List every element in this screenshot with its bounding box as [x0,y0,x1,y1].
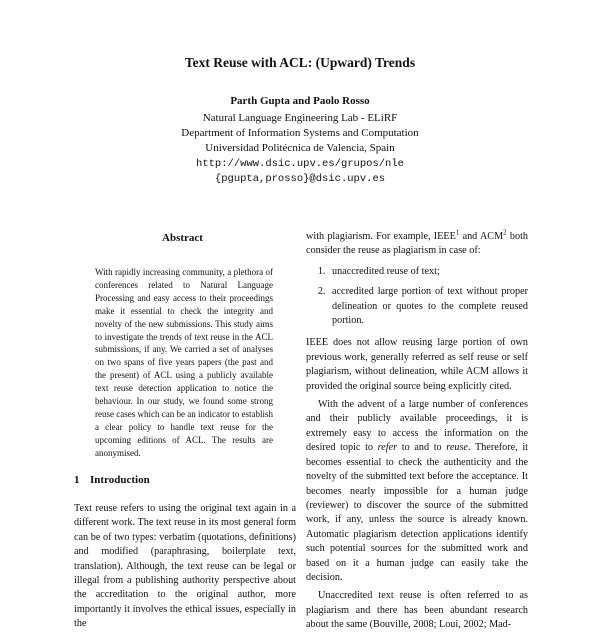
emph-reuse: reuse [446,442,468,454]
abstract-heading: Abstract [162,232,203,244]
paper-title: Text Reuse with ACL: (Upward) Trends [184,55,416,70]
intro-text-2: and ACM [459,231,504,242]
plagiarism-cases-list [306,265,528,329]
intro-text-1: with plagiarism. For example, IEEE [306,231,456,242]
unaccredited-reuse-paragraph: Unaccredited text reuse is often referred to as plagiarism and there has been abundant research about the same (Bouville, 2008; Loui, 2002; Mad- [306,590,528,631]
self-reuse-paragraph: IEEE does not allow reusing large portion of own previous work, generally referred as self reuse or self plagiarism, without delineation, while ACM allows it provided the original source being explicitly cited. [306,337,528,392]
list-item: 1. unaccredited reuse of text; [328,265,528,279]
affiliation-university: Universidad Politécnica de Valencia, Spain [205,142,395,154]
affiliation-department: Department of Information Systems and Computation [181,127,419,139]
section-number: 1 [74,474,80,486]
right-column [306,230,528,633]
author-names: Parth Gupta and Paolo Rosso [230,95,370,107]
footnote-mark-1: 1 [455,228,460,237]
para3-text-c: . Therefore, it becomes essential to check the authenticity and the novelty of the submitted text before the acceptance. It becomes nearly impossible for a human judge (reviewer) to discover the source of the submitted work, if any, unless the source is already known. Automatic plagiarism detection applications identify such potential sources for the submitted work and based on it a human judge can easily take the decision. [306,442,528,583]
affiliation-lab: Natural Language Engineering Lab - ELiRF [202,112,398,124]
affiliation-url: http://www.dsic.upv.es/grupos/nle [196,158,404,170]
footnote-mark-2: 2 [503,228,507,237]
section-heading-introduction [74,474,150,486]
conferences-paragraph [306,398,528,585]
intro-text-3: both consider the reuse as plagiarism in case of: [306,231,528,257]
para3-text-b: to and to [397,442,447,454]
list-item: 2. accredited large portion of text without proper delineation or quotes to the complete reused portion. [328,285,528,328]
affiliation-email: {pgupta,prosso}@dsic.upv.es [214,173,386,185]
emph-refer: refer [377,442,398,454]
para3-text-a: With the advent of a large number of conferences and their publicly available proceedings, it is extremely easy to access the information on the desired topic to [306,399,528,454]
abstract-text: With rapidly increasing community, a plethora of conferences related to Natural Language Processing and easy access to their proceedings make it essential to check the integrity and novelty of the new submissions. This study aims to investigate the trends of text reuse in the ACL submissions, if any. We carried a set of analyses on two spans of five years papers (the past and the present) of ACL using a publicly available text reuse detection application to notice the behaviour. In our study, we found some strong reuse cases which can be an indicator to establish a clear policy to handle text reuse for the upcoming editions of ACL. The results are anonymised. [95,267,273,458]
section-title: Introduction [90,474,150,486]
introduction-paragraph: Text reuse refers to using the original text again in a different work. The text reuse in its most general form can be of two types: verbatim (quotations, definitions) and modified (paraphrasing, boilerplate text, translation). Although, the text reuse can be legal or illegal from a publishing authority perspective about the accreditation to the original author, more importantly it involves the ethical issues, especially in the [74,503,296,630]
plagiarism-intro-paragraph [306,230,528,259]
